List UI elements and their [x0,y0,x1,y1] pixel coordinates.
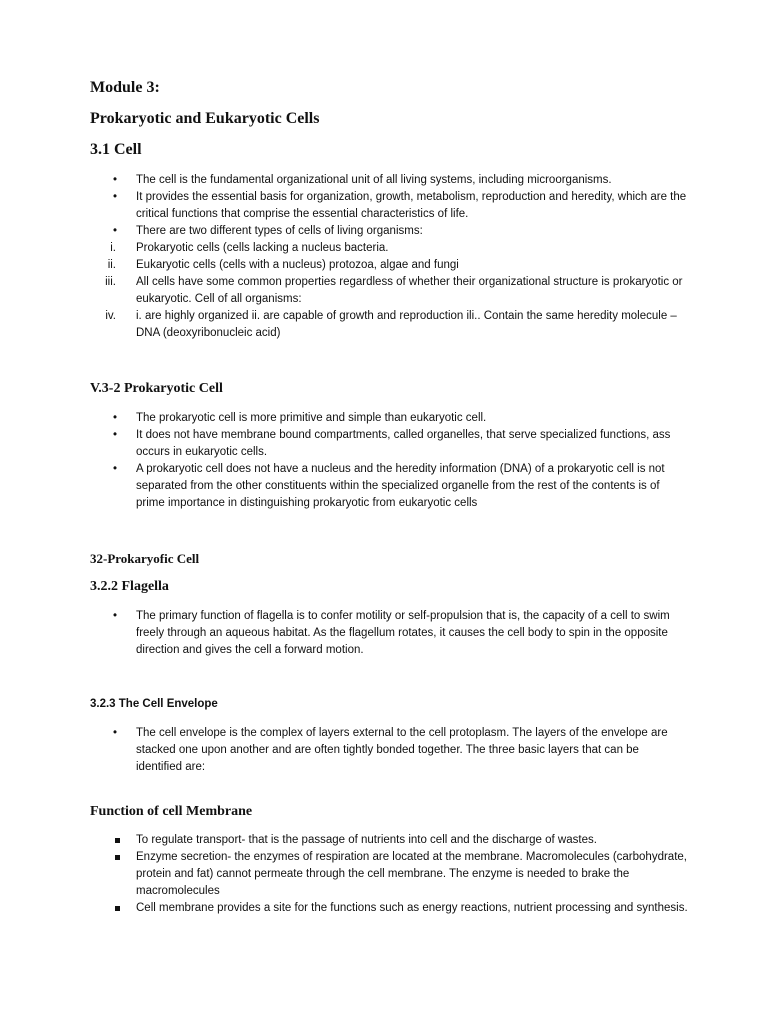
list-item-text: It does not have membrane bound compartments, called organelles, that serve specialized functions, ass occurs in eukaryotic cells. [136,429,671,458]
list-item [0,608,768,659]
list-item-text: The prokaryotic cell is more primitive and simple than eukaryotic cell. [136,412,487,424]
section-cell-envelope-heading: 3.2.3 The Cell Envelope [90,698,218,710]
list-item-text: A prokaryotic cell does not have a nucleus and the heredity information (DNA) of a prokaryotic cell is not separated from the other constituents within the specialized organelle from the rest of the contents is of prime importance in distinguishing prokaryotic from eukaryotic cells [136,463,665,509]
list-item-text: The cell envelope is the complex of layers external to the cell protoplasm. The layers of the envelope are stacked one upon another and are often tightly bonded together. The three basic layers that can be identified are: [136,727,668,773]
section-function-membrane-heading: Function of cell Membrane [90,804,253,819]
document-title: Prokaryotic and Eukaryotic Cells [90,110,320,127]
bullet-marker: • [113,225,118,237]
bullet-marker: • [113,174,118,186]
roman-marker: iii. [105,276,116,288]
bullet-marker: • [113,412,118,424]
list-item [0,427,768,461]
roman-marker: iv. [105,310,116,322]
list-item-text: There are two different types of cells of living organisms: [136,225,423,237]
list-item-text: Eukaryotic cells (cells with a nucleus) protozoa, algae and fungi [136,259,459,271]
bullet-marker: • [113,727,118,739]
list-item-text: It provides the essential basis for organization, growth, metabolism, reproduction and heredity, which are the critical functions that comprise the essential characteristics of life. [136,191,687,220]
prokaryotic-list [0,410,768,512]
section-cell-heading: 3.1 Cell [90,141,142,158]
list-item [0,308,768,342]
list-item [0,223,768,240]
list-item [0,172,768,189]
bullet-marker: • [113,610,118,622]
cell-list [0,172,768,342]
list-item [0,410,768,427]
flagella-list [0,608,768,659]
section-flagella-heading: 3.2.2 Flagella [90,579,169,594]
list-item-text: The cell is the fundamental organizational unit of all living systems, including microorganisms. [136,174,612,186]
list-item [0,274,768,308]
bullet-marker: • [113,191,118,203]
list-item [0,257,768,274]
list-item-text: i. are highly organized ii. are capable of growth and reproduction ili.. Contain the same heredity molecule – DNA (deoxyribonucleic acid) [136,310,677,339]
list-item-text: Enzyme secretion- the enzymes of respiration are located at the membrane. Macromolecules (carbohydrate, protein and fat) cannot permeate through the cell membrane. The enzyme is needed to brake the macromolecules [136,851,687,897]
square-bullet-icon [115,906,120,911]
list-item-text: The primary function of flagella is to confer motility or self-propulsion that is, the capacity of a cell to swim freely through an aqueous habitat. As the flagellum rotates, it causes the cell body to spin in the opposite direction and gives the cell a forward motion. [136,610,670,656]
list-item [0,900,768,917]
list-item [0,240,768,257]
list-item [0,849,768,900]
list-item [0,725,768,776]
roman-marker: i. [110,242,116,254]
section-prokaryofic-heading: 32-Prokaryofic Cell [90,551,200,566]
list-item-text: To regulate transport- that is the passage of nutrients into cell and the discharge of wastes. [136,834,597,846]
section-prokaryotic-heading: V.3-2 Prokaryotic Cell [90,381,223,396]
square-bullet-icon [115,838,120,843]
envelope-list [0,725,768,776]
module-heading: Module 3: [90,79,160,96]
bullet-marker: • [113,429,118,441]
list-item-text: All cells have some common properties regardless of whether their organizational structure is prokaryotic or eukaryotic. Cell of all organisms: [136,276,683,305]
square-bullet-icon [115,855,120,860]
membrane-function-list [0,832,768,917]
bullet-marker: • [113,463,118,475]
list-item-text: Cell membrane provides a site for the functions such as energy reactions, nutrient processing and synthesis. [136,902,688,914]
list-item [0,832,768,849]
list-item [0,189,768,223]
roman-marker: ii. [107,259,116,271]
list-item [0,461,768,512]
list-item-text: Prokaryotic cells (cells lacking a nucleus bacteria. [136,242,389,254]
